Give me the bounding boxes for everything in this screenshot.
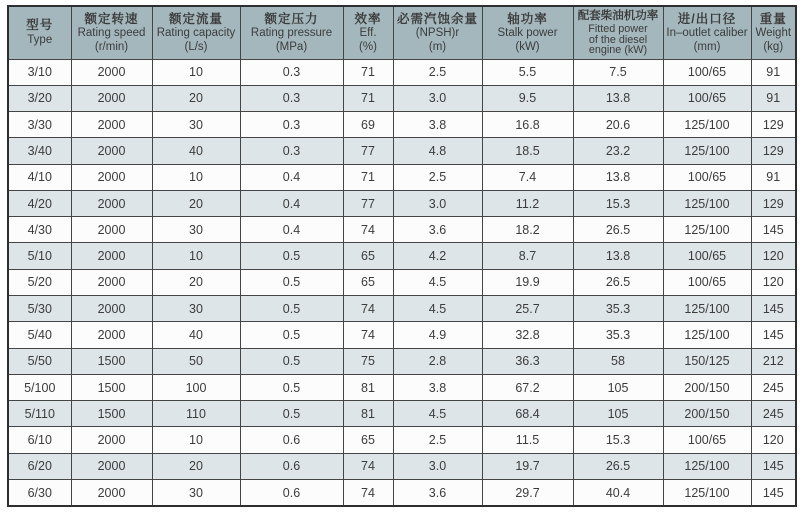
value-cell: 71	[343, 164, 393, 190]
column-header	[482, 6, 573, 59]
value-cell: 2000	[71, 164, 152, 190]
value-cell: 0.3	[240, 112, 343, 138]
column-header-cn: 重量	[759, 11, 787, 26]
model-cell: 5/50	[8, 348, 71, 374]
value-cell: 11.5	[482, 427, 573, 453]
value-cell: 20	[152, 85, 240, 111]
value-cell: 26.5	[573, 269, 663, 295]
value-cell: 16.8	[482, 112, 573, 138]
column-header-cn: 额定压力	[264, 11, 319, 26]
value-cell: 2000	[71, 59, 152, 85]
model-cell: 6/30	[8, 480, 71, 507]
value-cell: 8.7	[482, 243, 573, 269]
value-cell: 125/100	[663, 453, 751, 479]
table-row	[8, 138, 796, 164]
value-cell: 30	[152, 296, 240, 322]
value-cell: 65	[343, 427, 393, 453]
value-cell: 3.6	[393, 217, 482, 243]
value-cell: 10	[152, 164, 240, 190]
model-cell: 3/10	[8, 59, 71, 85]
value-cell: 77	[343, 190, 393, 216]
value-cell: 3.0	[393, 453, 482, 479]
value-cell: 30	[152, 480, 240, 507]
value-cell: 15.3	[573, 427, 663, 453]
value-cell: 65	[343, 269, 393, 295]
value-cell: 2.5	[393, 59, 482, 85]
column-header	[751, 6, 796, 59]
column-header-en: Eff.	[359, 27, 377, 40]
value-cell: 145	[751, 453, 796, 479]
value-cell: 71	[343, 85, 393, 111]
column-header-en: engine (kW)	[588, 44, 648, 57]
value-cell: 105	[573, 401, 663, 427]
table-row	[8, 112, 796, 138]
model-cell: 5/20	[8, 269, 71, 295]
value-cell: 0.5	[240, 374, 343, 400]
column-header-en: (MPa)	[275, 40, 308, 53]
model-cell: 3/20	[8, 85, 71, 111]
value-cell: 2000	[71, 243, 152, 269]
table-row	[8, 269, 796, 295]
value-cell: 18.5	[482, 138, 573, 164]
value-cell: 0.5	[240, 269, 343, 295]
value-cell: 35.3	[573, 296, 663, 322]
value-cell: 13.8	[573, 85, 663, 111]
value-cell: 0.3	[240, 85, 343, 111]
table-row	[8, 401, 796, 427]
column-header	[71, 6, 152, 59]
value-cell: 68.4	[482, 401, 573, 427]
value-cell: 245	[751, 401, 796, 427]
value-cell: 2000	[71, 190, 152, 216]
value-cell: 91	[751, 85, 796, 111]
table-row	[8, 243, 796, 269]
value-cell: 212	[751, 348, 796, 374]
model-cell: 6/20	[8, 453, 71, 479]
value-cell: 20	[152, 453, 240, 479]
value-cell: 35.3	[573, 322, 663, 348]
value-cell: 30	[152, 217, 240, 243]
value-cell: 0.4	[240, 164, 343, 190]
value-cell: 2000	[71, 453, 152, 479]
value-cell: 2000	[71, 269, 152, 295]
value-cell: 150/125	[663, 348, 751, 374]
value-cell: 120	[751, 269, 796, 295]
column-header-en: (L/s)	[184, 40, 208, 53]
value-cell: 100/65	[663, 427, 751, 453]
value-cell: 0.5	[240, 348, 343, 374]
column-header-cn: 额定流量	[168, 11, 223, 26]
model-cell: 4/10	[8, 164, 71, 190]
value-cell: 3.6	[393, 480, 482, 507]
value-cell: 3.0	[393, 85, 482, 111]
column-header-en: Fitted power	[588, 22, 648, 35]
value-cell: 26.5	[573, 453, 663, 479]
column-header-cn: 型号	[26, 18, 54, 33]
value-cell: 100/65	[663, 269, 751, 295]
value-cell: 75	[343, 348, 393, 374]
table-body	[8, 59, 796, 506]
pump-spec-table-wrap	[7, 5, 795, 507]
value-cell: 0.5	[240, 401, 343, 427]
value-cell: 105	[573, 374, 663, 400]
table-row	[8, 217, 796, 243]
model-cell: 5/40	[8, 322, 71, 348]
value-cell: 120	[751, 243, 796, 269]
value-cell: 50	[152, 348, 240, 374]
value-cell: 129	[751, 138, 796, 164]
column-header-en: (NPSH)r	[415, 27, 460, 40]
value-cell: 81	[343, 401, 393, 427]
value-cell: 1500	[71, 401, 152, 427]
value-cell: 10	[152, 427, 240, 453]
value-cell: 145	[751, 217, 796, 243]
value-cell: 77	[343, 138, 393, 164]
value-cell: 2.8	[393, 348, 482, 374]
value-cell: 125/100	[663, 190, 751, 216]
value-cell: 2000	[71, 85, 152, 111]
value-cell: 15.3	[573, 190, 663, 216]
value-cell: 0.5	[240, 296, 343, 322]
value-cell: 4.5	[393, 401, 482, 427]
value-cell: 145	[751, 322, 796, 348]
column-header-en: (kW)	[515, 40, 540, 53]
value-cell: 25.7	[482, 296, 573, 322]
value-cell: 2000	[71, 138, 152, 164]
model-cell: 3/30	[8, 112, 71, 138]
pump-spec-table	[7, 5, 797, 507]
column-header-en: Rating pressure	[250, 27, 333, 40]
column-header-en: Rating capacity	[156, 27, 236, 40]
table-header	[8, 6, 796, 59]
value-cell: 200/150	[663, 401, 751, 427]
model-cell: 5/100	[8, 374, 71, 400]
model-cell: 5/10	[8, 243, 71, 269]
value-cell: 20	[152, 269, 240, 295]
table-row	[8, 296, 796, 322]
value-cell: 7.5	[573, 59, 663, 85]
value-cell: 74	[343, 296, 393, 322]
table-row	[8, 190, 796, 216]
value-cell: 0.6	[240, 480, 343, 507]
value-cell: 0.3	[240, 59, 343, 85]
value-cell: 20	[152, 190, 240, 216]
column-header-en: In–outlet caliber	[666, 27, 748, 40]
value-cell: 4.2	[393, 243, 482, 269]
value-cell: 100/65	[663, 59, 751, 85]
table-row	[8, 59, 796, 85]
value-cell: 0.4	[240, 217, 343, 243]
value-cell: 10	[152, 59, 240, 85]
table-row	[8, 427, 796, 453]
value-cell: 120	[751, 427, 796, 453]
column-header-en: Type	[27, 33, 53, 46]
value-cell: 0.4	[240, 190, 343, 216]
value-cell: 200/150	[663, 374, 751, 400]
column-header-en: Weight	[755, 27, 792, 40]
value-cell: 2000	[71, 322, 152, 348]
column-header-cn: 进/出口径	[677, 11, 737, 26]
value-cell: 65	[343, 243, 393, 269]
value-cell: 7.4	[482, 164, 573, 190]
value-cell: 74	[343, 217, 393, 243]
value-cell: 2.5	[393, 427, 482, 453]
column-header	[573, 6, 663, 59]
model-cell: 5/30	[8, 296, 71, 322]
value-cell: 71	[343, 59, 393, 85]
value-cell: 3.8	[393, 374, 482, 400]
table-row	[8, 374, 796, 400]
value-cell: 91	[751, 164, 796, 190]
column-header-en: (kg)	[763, 40, 784, 53]
column-header-en: (r/min)	[94, 40, 129, 53]
value-cell: 4.5	[393, 269, 482, 295]
value-cell: 0.3	[240, 138, 343, 164]
value-cell: 74	[343, 480, 393, 507]
value-cell: 129	[751, 190, 796, 216]
value-cell: 23.2	[573, 138, 663, 164]
value-cell: 145	[751, 296, 796, 322]
column-header	[240, 6, 343, 59]
value-cell: 2000	[71, 480, 152, 507]
value-cell: 18.2	[482, 217, 573, 243]
value-cell: 20.6	[573, 112, 663, 138]
table-row	[8, 480, 796, 507]
value-cell: 81	[343, 374, 393, 400]
table-row	[8, 348, 796, 374]
value-cell: 30	[152, 112, 240, 138]
value-cell: 245	[751, 374, 796, 400]
value-cell: 36.3	[482, 348, 573, 374]
value-cell: 129	[751, 112, 796, 138]
value-cell: 1500	[71, 348, 152, 374]
value-cell: 26.5	[573, 217, 663, 243]
value-cell: 2000	[71, 217, 152, 243]
column-header	[152, 6, 240, 59]
value-cell: 110	[152, 401, 240, 427]
model-cell: 3/40	[8, 138, 71, 164]
value-cell: 125/100	[663, 217, 751, 243]
column-header-en: (mm)	[693, 40, 721, 53]
column-header-cn: 必需汽蚀余量	[396, 11, 478, 26]
value-cell: 40	[152, 322, 240, 348]
column-header-cn: 额定转速	[84, 11, 139, 26]
value-cell: 9.5	[482, 85, 573, 111]
model-cell: 5/110	[8, 401, 71, 427]
value-cell: 125/100	[663, 296, 751, 322]
value-cell: 125/100	[663, 480, 751, 507]
table-row	[8, 85, 796, 111]
value-cell: 1500	[71, 374, 152, 400]
value-cell: 125/100	[663, 138, 751, 164]
value-cell: 19.9	[482, 269, 573, 295]
value-cell: 13.8	[573, 243, 663, 269]
value-cell: 100	[152, 374, 240, 400]
value-cell: 69	[343, 112, 393, 138]
column-header-en: of the diesel	[588, 33, 648, 46]
value-cell: 40	[152, 138, 240, 164]
value-cell: 29.7	[482, 480, 573, 507]
value-cell: 58	[573, 348, 663, 374]
value-cell: 0.6	[240, 427, 343, 453]
column-header-en: Stalk power	[497, 27, 558, 40]
header-row	[8, 6, 796, 59]
value-cell: 0.6	[240, 453, 343, 479]
value-cell: 19.7	[482, 453, 573, 479]
column-header-cn: 效率	[354, 11, 382, 26]
value-cell: 2.5	[393, 164, 482, 190]
table-row	[8, 164, 796, 190]
value-cell: 67.2	[482, 374, 573, 400]
value-cell: 0.5	[240, 322, 343, 348]
table-row	[8, 453, 796, 479]
value-cell: 40.4	[573, 480, 663, 507]
value-cell: 2000	[71, 296, 152, 322]
column-header-cn: 轴功率	[507, 11, 548, 26]
value-cell: 145	[751, 480, 796, 507]
value-cell: 2000	[71, 112, 152, 138]
value-cell: 13.8	[573, 164, 663, 190]
value-cell: 100/65	[663, 85, 751, 111]
column-header	[8, 6, 71, 59]
value-cell: 100/65	[663, 243, 751, 269]
value-cell: 4.5	[393, 296, 482, 322]
model-cell: 4/20	[8, 190, 71, 216]
model-cell: 6/10	[8, 427, 71, 453]
model-cell: 4/30	[8, 217, 71, 243]
value-cell: 5.5	[482, 59, 573, 85]
column-header	[343, 6, 393, 59]
value-cell: 125/100	[663, 112, 751, 138]
value-cell: 3.0	[393, 190, 482, 216]
value-cell: 4.8	[393, 138, 482, 164]
value-cell: 100/65	[663, 164, 751, 190]
value-cell: 11.2	[482, 190, 573, 216]
column-header-en: Rating speed	[77, 27, 146, 40]
value-cell: 3.8	[393, 112, 482, 138]
value-cell: 10	[152, 243, 240, 269]
column-header	[663, 6, 751, 59]
value-cell: 2000	[71, 427, 152, 453]
column-header-cn: 配套柴油机功率	[577, 10, 659, 23]
value-cell: 0.5	[240, 243, 343, 269]
value-cell: 74	[343, 453, 393, 479]
column-header-en: (m)	[428, 40, 447, 53]
column-header-en: (%)	[359, 40, 377, 53]
value-cell: 91	[751, 59, 796, 85]
value-cell: 125/100	[663, 322, 751, 348]
column-header	[393, 6, 482, 59]
value-cell: 32.8	[482, 322, 573, 348]
value-cell: 4.9	[393, 322, 482, 348]
table-row	[8, 322, 796, 348]
value-cell: 74	[343, 322, 393, 348]
